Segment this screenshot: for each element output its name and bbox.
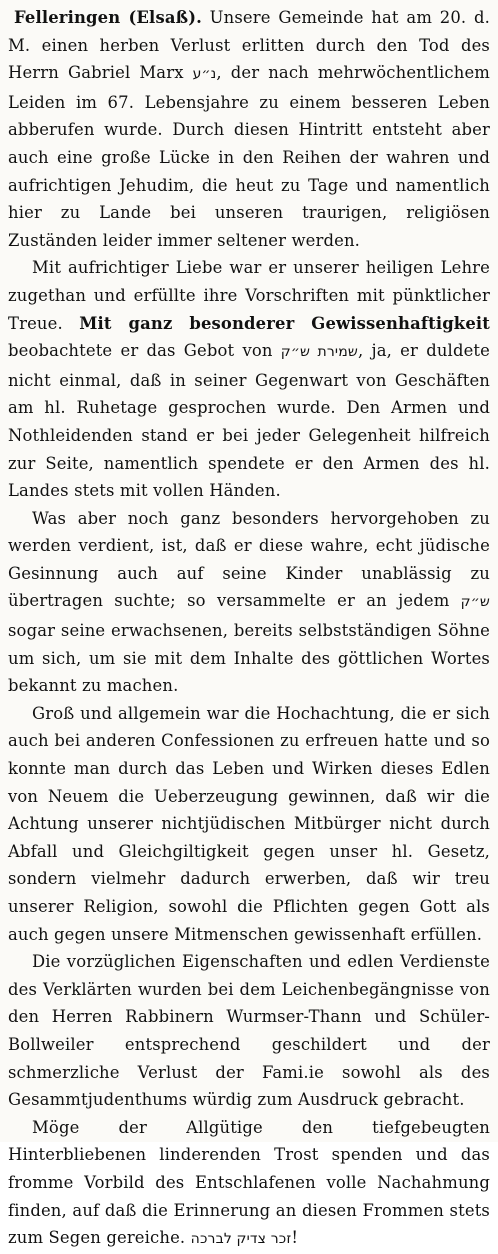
paragraph-2 (8, 254, 490, 504)
paragraph-2-text-b: beobachtete er das Gebot von (8, 341, 281, 361)
paragraph-4-text: Groß und allgemein war die Hochachtung, die er sich auch bei anderen Confessionen zu erfreuen hatte und so konnte man durch das Leben und Wirken dieses Edlen von Neuem die Ueberzeugung gewinnen, daß wir die Achtung unserer nichtjüdischen Mitbürger nicht durch Abfall und Gleichgiltigkeit gegen unser hl. Gesetz, sondern vielmehr dadurch erwerben, daß wir treu unserer Religion, sowohl die Pflichten gegen Gott als auch gegen unsere Mitmenschen gewissenhaft erfüllen. (8, 703, 490, 944)
paragraph-1-text-a: Unsere Gemeinde hat am 20. d. M. einen herben Verlust erlitten durch den Tod des Herrn Gabriel Marx (8, 8, 490, 83)
hebrew-honorific: נ״ע (192, 66, 217, 83)
paragraph-5 (8, 948, 490, 1114)
paragraph-5-text: Die vorzüglichen Eigenschaften und edlen Verdienste des Verklärten wurden bei dem Leichenbegängnisse von den Herren Rabbinern Wurmser-Thann und Schüler-Bollweiler entsprechend geschildert und der schmerzliche Verlust der Fami.ie sowohl als des Gesammtjudenthums würdig zum Ausdruck gebracht. (8, 952, 490, 1110)
dateline-place: Felleringen (Elsaß). (14, 8, 202, 27)
paragraph-2-text-a: Mit aufrichtiger Liebe war er unserer heiligen Lehre zugethan und erfüllte ihre Vorschriften mit pünktlicher Treue. (8, 258, 490, 333)
paragraph-6-text-b: ! (291, 1228, 299, 1248)
hebrew-blessing: זכר צדיק לברכה (190, 1231, 292, 1248)
paragraph-4 (8, 700, 490, 948)
paragraph-3-text-b: sogar seine erwachsenen, bereits selbstständigen Söhne um sich, um sie mit dem Inhalte des göttlichen Wortes bekannt zu machen. (8, 621, 490, 696)
paragraph-3 (8, 505, 490, 700)
paragraph-3-text-a: Was aber noch ganz besonders hervorgehoben zu werden verdient, ist, daß er diese wahre, echt jüdische Gesinnung auch auf seine Kinder unablässig zu übertragen suchte; so versammelte er an jedem (8, 508, 490, 611)
obituary-article (8, 4, 490, 1254)
paragraph-1-text-b: , der nach mehrwöchentlichem Leiden im 67. Lebensjahre zu einem besseren Leben abberufen wurde. Durch diesen Hintritt entsteht aber auch eine große Lücke in den Reihen der wahren und aufrichtigen Jehudim, die heut zu Tage und namentlich hier zu Lande bei unseren traurigen, religiösen Zuständen leider immer seltener werden. (8, 63, 490, 250)
paragraph-6-text-a: Möge der Allgütige den tiefgebeugten Hinterbliebenen linderenden Trost spenden und das fromme Vorbild des Entschlafenen volle Nachahmung finden, auf daß die Erinnerung an diesen Frommen stets zum Segen gereiche. (8, 1117, 490, 1248)
paragraph-2-text-c: , ja, er duldete nicht einmal, daß in seiner Gegenwart von Geschäften am hl. Ruhetage gesprochen wurde. Den Armen und Nothleidenden stand er bei jeder Gelegenheit hilfreich zur Seite, namentlich spendete er den Armen des hl. Landes stets mit vollen Händen. (8, 341, 491, 501)
hebrew-shabbat-observance: שמירת ש״ק (280, 344, 358, 361)
paragraph-6 (8, 1114, 490, 1254)
hebrew-shabbat: ש״ק (460, 594, 490, 611)
paragraph-1 (8, 4, 490, 254)
paragraph-2-emphasis: Mit ganz besonderer Gewissenhaftigkeit (79, 313, 490, 333)
